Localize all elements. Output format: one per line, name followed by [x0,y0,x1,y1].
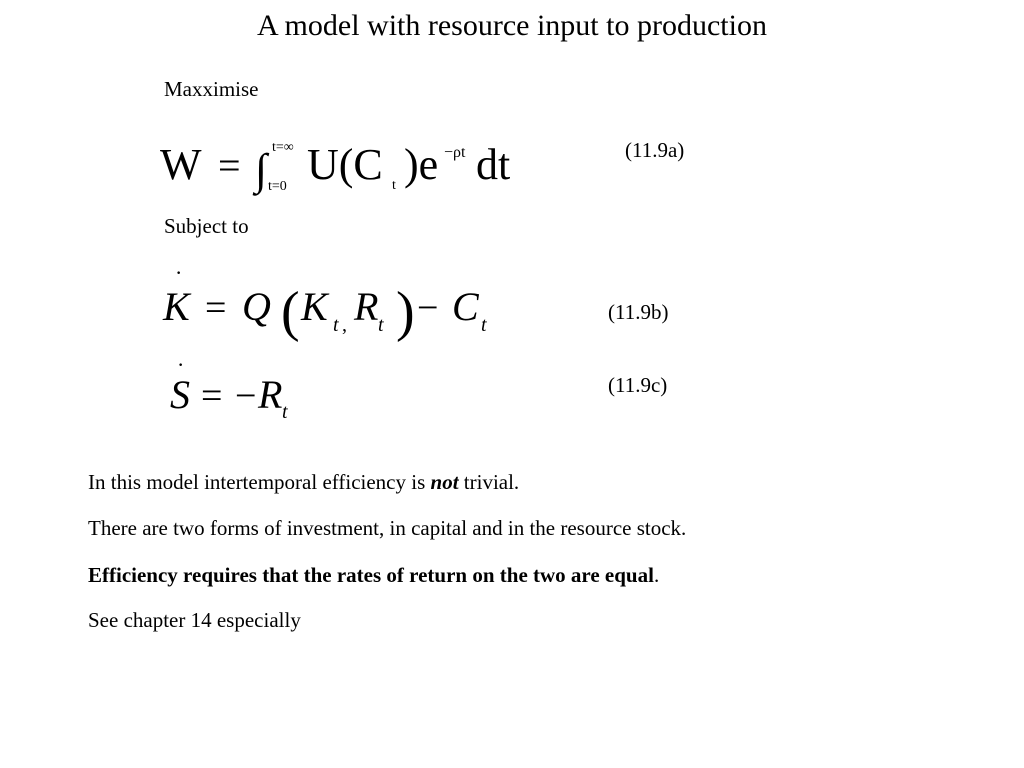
eq-b-equals: = [205,287,227,329]
eq-a-exponent: −ρt [444,144,466,161]
eq-b-minus: − [417,287,439,329]
equation-number-11-9c: (11.9c) [608,373,668,397]
eq-a-u-open: U(C [307,140,383,189]
eq-a-integral-sign: ∫ [255,145,268,194]
eq-b-r: R [354,284,379,329]
slide-title: A model with resource input to production [257,9,767,42]
eq-c-r-subscript: t [282,401,288,423]
maximise-label: Maxximise [164,77,259,101]
line3-post: . [653,563,660,587]
eq-b-k-dot-variable: K [163,284,190,329]
line1-emphasis: not [430,470,459,494]
eq-b-right-paren: ) [396,281,415,343]
eq-c-r: R [258,372,283,417]
eq-a-close-e: )e [404,140,439,189]
eq-b-c: C [452,284,479,329]
subject-to-label: Subject to [164,214,249,238]
eq-b-k: K [301,284,328,329]
line1-post: trivial. [458,470,520,494]
eq-a-upper-limit: t=∞ [272,140,294,155]
eq-b-q: Q [242,284,271,329]
eq-b-r-subscript: t [378,314,384,336]
eq-b-left-paren: ( [281,281,300,343]
eq-c-s-dot-variable: S [170,372,190,417]
body-line-intertemporal [88,470,519,495]
line3-bold: Efficiency requires that the rates of return on the two are equal [88,563,654,587]
eq-a-equals: = [218,143,241,188]
line1-pre: In this model intertemporal efficiency is [88,470,431,494]
eq-c-minus: − [235,375,257,417]
eq-a-c-subscript: t [392,178,396,193]
eq-b-dot: · [175,260,183,285]
eq-b-comma: , [342,314,347,336]
eq-a-lhs: W [160,140,202,189]
eq-a-lower-limit: t=0 [268,179,287,194]
body-line-investment: There are two forms of investment, in capital and in the resource stock. [88,516,687,540]
eq-b-k-subscript: t [333,314,339,336]
eq-b-c-subscript: t [481,314,487,336]
equation-number-11-9b: (11.9b) [608,300,669,324]
body-line-efficiency [88,563,659,588]
eq-c-dot: · [177,352,185,377]
eq-a-dt: dt [476,140,511,189]
equation-number-11-9a: (11.9a) [625,138,685,162]
eq-c-equals: = [201,375,223,417]
body-line-chapter-reference: See chapter 14 especially [88,608,301,632]
